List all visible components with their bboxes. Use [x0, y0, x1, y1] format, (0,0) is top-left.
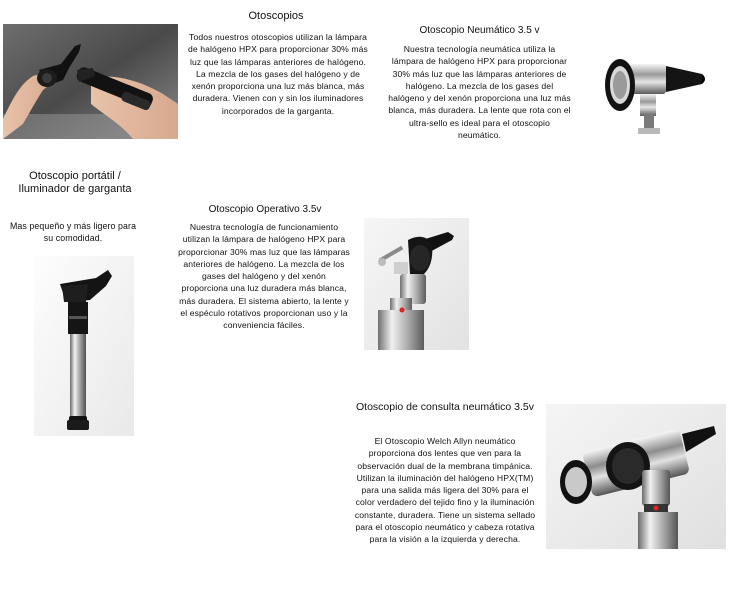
pneumatic-otoscope-photo	[590, 40, 715, 145]
section-consult-body: El Otoscopio Welch Allyn neumático proporciona dos lentes que ven para la observación dual de la membrana timpánica. Utilizan la iluminación del halógeno HPX(TM) para una salida más ligera del 30% para el color verdadero del tejido fino y la iluminación constante, duradera. Tiene un sistema sellado para el otoscopio neumático y cabeza rotativa para la visión a la izquierda y derecha.	[354, 436, 536, 545]
section-operative-title: Otoscopio Operativo 3.5v	[208, 204, 322, 215]
section-pneumatic-body: Nuestra tecnología neumática utiliza la lámpara de halógeno HPX para proporcionar 30% más luz que las lámparas anteriores de halógeno. La mezcla de los gases del halógeno y del xenón proporciona una luz más blanca, más duradera. La lente que rota con el ultra-sello es ideal para el otoscopio neumático.	[388, 44, 571, 141]
otoscope-hands-photo	[3, 24, 178, 139]
pocket-otoscope-photo	[34, 256, 134, 436]
section-operative-body: Nuestra tecnología de funcionamiento utilizan la lámpara de halógeno HPX para proporcionar 30% mas luz que las lámparas anteriores de halógeno. La mezcla de los gases del halógeno y del xenón proporciona una luz duradera más blanca, más duradera. El sistema abierto, la lente y el espéculo rotativos proporcionan uso y la conveniencia fáciles.	[178, 222, 350, 331]
operative-otoscope-photo	[364, 218, 469, 350]
section-portable-body: Mas pequeño y más ligero para su comodidad.	[9, 221, 137, 244]
section-consult-title: Otoscopio de consulta neumático 3.5v	[355, 401, 535, 413]
section-pneumatic-title: Otoscopio Neumático 3.5 v	[419, 25, 540, 36]
section-main-title: Otoscopios	[248, 10, 304, 22]
section-main-body: Todos nuestros otoscopios utilizan la lámpara de halógeno HPX para proporcionar 30% más luz que las lámparas anteriores de halógeno. La mezcla de los gases del halógeno y de xenón proporciona una luz más blanca, más duradera. Vienen con y sin los iluminadores incorporados de la garganta.	[188, 32, 368, 116]
consult-otoscope-photo	[546, 404, 726, 549]
section-portable-title: Otoscopio portátil / Iluminador de garganta	[18, 170, 132, 195]
